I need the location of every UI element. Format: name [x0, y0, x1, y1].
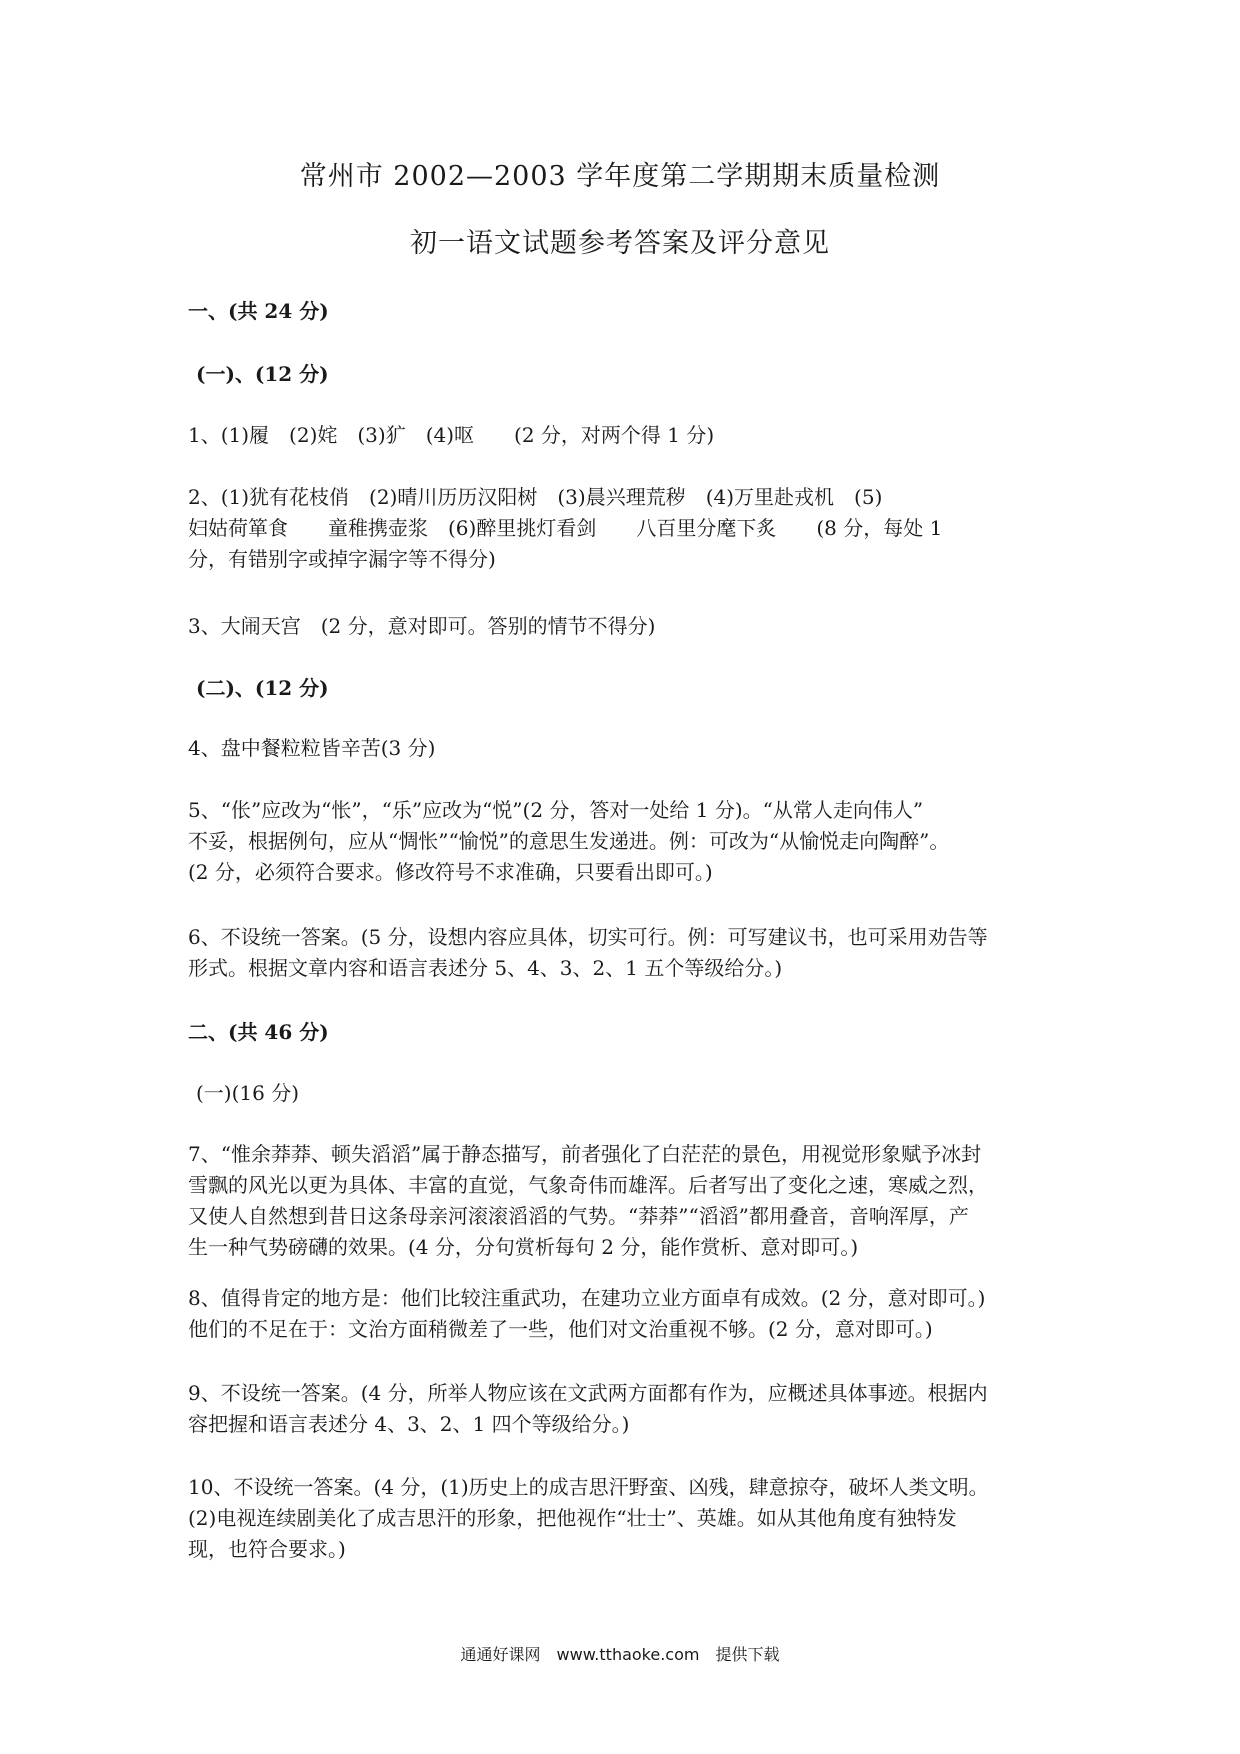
answer-line: 不妥，根据例句，应从“惆怅”“愉悦”的意思生发递进。例：可改为“从愉悦走向陶醉”。: [188, 829, 950, 853]
answer-line: 雪飘的风光以更为具体、丰富的直觉，气象奇伟而雄浑。后者写出了变化之速，寒威之烈，: [188, 1173, 988, 1197]
document-subtitle: 初一语文试题参考答案及评分意见: [410, 228, 830, 259]
answer-line: 分，有错别字或掉字漏字等不得分): [188, 547, 496, 571]
document-title: 常州市 2002—2003 学年度第二学期期末质量检测: [299, 161, 941, 192]
answer-line: 1、(1)履 (2)姹 (3)犷 (4)呕 (2 分，对两个得 1 分): [188, 423, 715, 447]
answer-8: [188, 1283, 1052, 1345]
answer-line: 8、值得肯定的地方是：他们比较注重武功，在建功立业方面卓有成效。(2 分，意对即可。): [188, 1286, 986, 1310]
answer-1: [188, 420, 1052, 451]
answer-line: 容把握和语言表述分 4、3、2、1 四个等级给分。): [188, 1412, 630, 1436]
answer-4: [188, 733, 1052, 764]
answer-10: [188, 1472, 1052, 1565]
answer-9: [188, 1378, 1052, 1440]
subsection-3-header: (一)(16 分): [196, 1081, 300, 1105]
answer-line: (2)电视连续剧美化了成吉思汗的形象，把他视作“壮士”、英雄。如从其他角度有独特发: [188, 1506, 957, 1530]
answer-5: [188, 795, 1052, 888]
answer-line: 9、不设统一答案。(4 分，所举人物应该在文武两方面都有作为，应概述具体事迹。根据内: [188, 1381, 988, 1405]
footer-source: 通通好课网 www.tthaoke.com 提供下载: [460, 1645, 780, 1664]
section-1-header: 一、(共 24 分): [188, 299, 329, 323]
answer-line: 4、盘中餐粒粒皆辛苦(3 分): [188, 736, 436, 760]
answer-2: [188, 482, 1052, 575]
answer-line: 生一种气势磅礴的效果。(4 分，分句赏析每句 2 分，能作赏析、意对即可。): [188, 1235, 859, 1259]
answer-line: 妇姑荷箪食 童稚携壶浆 (6)醉里挑灯看剑 八百里分麾下炙 (8 分，每处 1: [188, 516, 943, 540]
answer-line: 5、“伥”应改为“怅”，“乐”应改为“悦”(2 分，答对一处给 1 分)。“从常人走向伟人”: [188, 798, 924, 822]
section-2-header: 二、(共 46 分): [188, 1020, 329, 1044]
answer-line: 形式。根据文章内容和语言表述分 5、4、3、2、1 五个等级给分。): [188, 956, 783, 980]
answer-line: 2、(1)犹有花枝俏 (2)晴川历历汉阳树 (3)晨兴理荒秽 (4)万里赴戎机 (5): [188, 485, 883, 509]
answer-6: [188, 922, 1052, 984]
answer-line: 6、不设统一答案。(5 分，设想内容应具体，切实可行。例：可写建议书，也可采用劝告等: [188, 925, 988, 949]
answer-line: 10、不设统一答案。(4 分，(1)历史上的成吉思汗野蛮、凶残，肆意掠夺，破坏人类文明。: [188, 1475, 989, 1499]
answer-line: 3、大闹天宫 (2 分，意对即可。答别的情节不得分): [188, 614, 656, 638]
answer-7: [188, 1139, 1052, 1263]
answer-3: [188, 611, 1052, 642]
subsection-1-header: (一)、(12 分): [196, 362, 329, 386]
answer-line: 他们的不足在于：文治方面稍微差了一些，他们对文治重视不够。(2 分，意对即可。): [188, 1317, 933, 1341]
answer-line: 7、“惟余莽莽、顿失滔滔”属于静态描写，前者强化了白茫茫的景色，用视觉形象赋予冰封: [188, 1142, 982, 1166]
answer-line: (2 分，必须符合要求。修改符号不求准确，只要看出即可。): [188, 860, 713, 884]
answer-line: 又使人自然想到昔日这条母亲河滚滚滔滔的气势。“莽莽”“滔滔”都用叠音，音响浑厚，产: [188, 1204, 969, 1228]
subsection-2-header: (二)、(12 分): [196, 676, 329, 700]
answer-line: 现，也符合要求。): [188, 1537, 346, 1561]
